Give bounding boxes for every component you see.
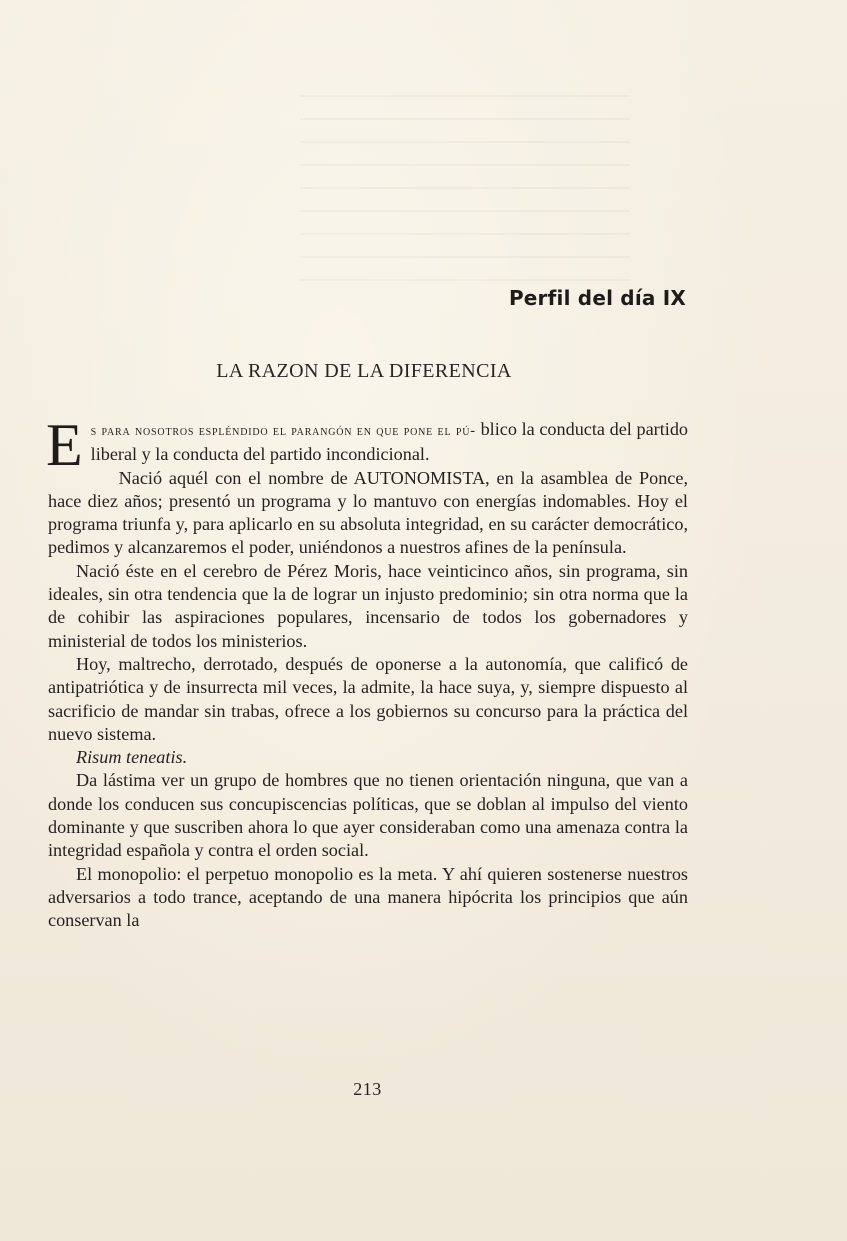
paragraph-5-latin: Risum teneatis. (76, 747, 188, 768)
article-body (46, 412, 689, 933)
drop-cap: E (46, 412, 83, 478)
paragraph-7: El monopolio: el perpetuo monopolio es la meta. Y ahí quieren sostenerse nuestros adversarios a todo trance, aceptando de una manera hipócrita los principios que aún conservan la (48, 863, 688, 931)
paragraph-3: Nació éste en el cerebro de Pérez Moris, hace veinticinco años, sin programa, sin ideales, sin otra tendencia que la de lograr un injusto predominio; sin otra norma que la de cohibir las aspiraciones populares, incensario de todos los gobernadores y ministerial de todos los ministerios. (48, 560, 688, 651)
paragraph-1 (46, 412, 689, 478)
opening-small-caps: s para nosotros espléndido el parangón en que pone el pú- (90, 423, 476, 439)
paragraph-6: Da lástima ver un grupo de hombres que no tienen orientación ninguna, que van a donde los conducen sus concupiscencias políticas, que se doblan al impulso del viento dominante y que suscriben ahora lo que ayer consideraban como una amenaza contra la integridad española y contra el orden social. (48, 770, 688, 861)
paragraph-1-text: blico la conducta del partido liberal y la conducta del partido incondicional. (90, 419, 689, 465)
section-heading: Perfil del día IX (508, 286, 686, 310)
paragraph-4: Hoy, maltrecho, derrotado, después de oponerse a la autonomía, que calificó de antipatriótica y de insurrecta mil veces, la admite, la hace suya, y, siempre dispuesto al sacrificio de mandar sin trabas, ofrece a los gobiernos su concurso para la práctica del nuevo sistema. (48, 653, 688, 744)
page-number: 213 (353, 1079, 382, 1099)
article-title: LA RAZON DE LA DIFERENCIA (216, 360, 512, 382)
paragraph-2: Nació aquél con el nombre de AUTONOMISTA, en la asamblea de Ponce, hace diez años; presentó un programa y lo mantuvo con energías indomables. Hoy el programa triunfa y, para aplicarlo en su absoluta integridad, en su carácter democrático, pedimos y alcanzaremos el poder, uniéndonos a nuestros afines de la península. (48, 467, 688, 558)
bleed-through-texture (300, 95, 630, 285)
